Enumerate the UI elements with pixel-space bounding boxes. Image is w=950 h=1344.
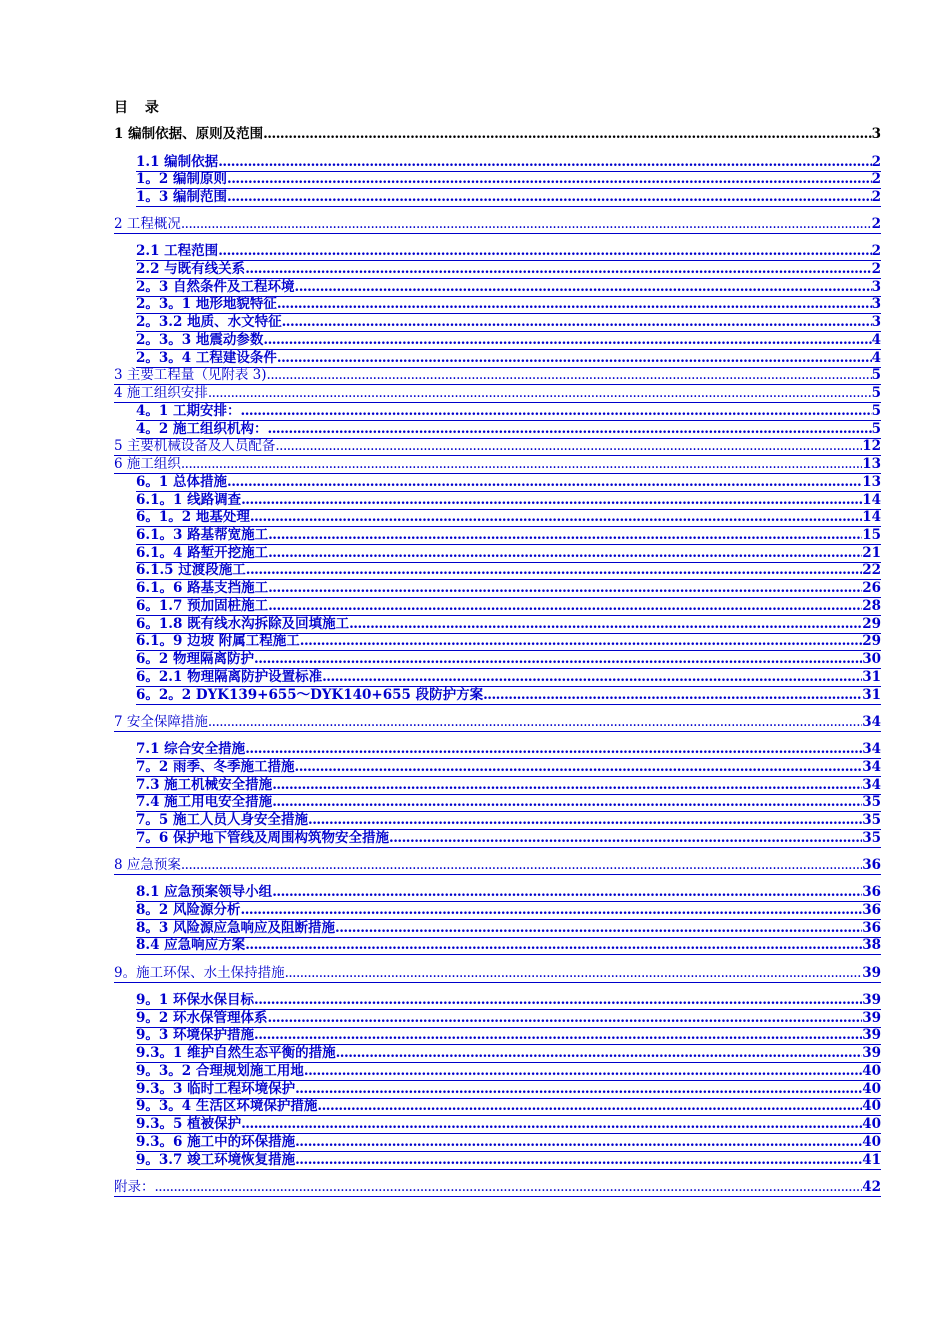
toc-page-number: 2 [871,189,881,205]
toc-entry-label: 5 主要机械设备及人员配备 [114,438,276,454]
toc-entry[interactable] [136,403,881,421]
toc-entry-label: 8.1 应急预案领导小组 [136,884,273,900]
toc-entry[interactable] [114,965,881,983]
toc-entry[interactable] [114,456,881,474]
toc-dot-leader [263,332,871,349]
toc-entry-label: 3 主要工程量（见附表 3) [114,367,267,383]
toc-page-number: 34 [862,759,881,775]
toc-entry-label: 2.1 工程范围 [136,243,219,259]
toc-entry[interactable] [136,1081,881,1099]
toc-page-number: 39 [862,992,881,1008]
toc-dot-leader [335,920,862,937]
toc-entry[interactable] [136,580,881,598]
toc-entry[interactable] [136,1027,881,1045]
toc-entry-label: 6.1.5 过渡段施工 [136,562,246,578]
toc-entry[interactable] [136,992,881,1010]
toc-entry[interactable] [136,332,881,350]
toc-entry[interactable] [136,651,881,669]
toc-dot-leader [218,243,871,260]
toc-entry-label: 9。3。4 生活区环境保护措施 [136,1098,318,1114]
toc-dot-leader [245,937,862,954]
toc-entry[interactable] [114,857,881,875]
toc-page-number: 35 [862,794,881,810]
toc-page-number: 36 [862,902,881,918]
toc-entry[interactable] [136,812,881,830]
toc-dot-leader [304,1063,862,1080]
toc-entry[interactable] [136,545,881,563]
toc-page-number: 13 [862,474,881,490]
toc-entry[interactable] [136,314,881,332]
toc-entry[interactable] [136,350,881,368]
toc-page-number: 28 [862,598,881,614]
toc-page-number: 22 [862,562,881,578]
toc-page-number: 36 [862,920,881,936]
toc-page-number: 35 [862,830,881,846]
toc-entry[interactable] [136,1045,881,1063]
toc-page-number: 2 [871,171,881,187]
toc-dot-leader [389,830,862,847]
toc-dot-leader [250,509,862,526]
toc-page-number: 2 [871,243,881,259]
toc-entry[interactable] [136,902,881,920]
toc-dot-leader [268,580,862,597]
toc-dot-leader [208,385,872,402]
toc-entry-label: 附录： [114,1179,155,1195]
toc-entry-label: 9。3 环境保护措施 [136,1027,254,1043]
toc-dot-leader [181,456,862,473]
toc-entry[interactable] [136,1152,881,1170]
toc-entry-label: 6。1 总体措施 [136,474,227,490]
toc-entry[interactable] [136,616,881,634]
toc-dot-leader [218,154,871,171]
toc-entry[interactable] [114,1179,881,1197]
toc-dot-leader [268,421,872,438]
toc-dot-leader [227,474,862,491]
toc-entry[interactable] [136,421,881,439]
toc-dot-leader [268,598,862,615]
toc-dot-leader [267,367,872,384]
toc-dot-leader [275,438,862,455]
toc-entry-label: 9。3.7 竣工环境恢复措施 [136,1152,296,1168]
toc-entry[interactable] [136,1010,881,1028]
toc-dot-leader [241,403,872,420]
toc-entry-label: 2。3。3 地震动参数 [136,332,264,348]
toc-entry[interactable] [114,126,881,143]
toc-page-number: 15 [862,527,881,543]
toc-page-number: 3 [871,296,881,312]
toc-entry-label: 7.4 施工用电安全措施 [136,794,273,810]
toc-dot-leader [227,189,872,206]
toc-entry-label: 4。1 工期安排： [136,403,241,419]
toc-entry-label: 9.3。1 维护自然生态平衡的措施 [136,1045,336,1061]
toc-entry-label: 6。2.1 物理隔离防护设置标准 [136,669,323,685]
toc-entry[interactable] [136,598,881,616]
toc-dot-leader [181,857,862,874]
toc-page-number: 39 [862,965,881,981]
toc-entry-label: 7 安全保障措施 [114,714,208,730]
toc-dot-leader [254,651,862,668]
toc-entry-label: 6。2 物理隔离防护 [136,651,254,667]
toc-page-number: 2 [871,154,881,170]
toc-entry[interactable] [136,509,881,527]
toc-entry[interactable] [136,794,881,812]
toc-dot-leader [295,759,863,776]
toc-page-number: 5 [871,421,881,437]
toc-entry[interactable] [136,261,881,279]
toc-entry-label: 8。3 风险源应急响应及阻断措施 [136,920,335,936]
toc-dot-leader [246,562,862,579]
toc-dot-leader [277,296,872,313]
toc-page-number: 40 [862,1134,881,1150]
toc-page-number: 39 [862,1027,881,1043]
toc-dot-leader [295,1081,862,1098]
toc-entry[interactable] [136,527,881,545]
toc-page-number: 40 [862,1081,881,1097]
toc-dot-leader [317,1098,862,1115]
toc-entry[interactable] [136,920,881,938]
toc-page-number: 39 [862,1010,881,1026]
toc-page-number: 4 [871,332,881,348]
toc-entry-label: 4。2 施工组织机构： [136,421,268,437]
toc-page-number: 40 [862,1063,881,1079]
toc-entry-label: 1。3 编制范围 [136,189,227,205]
toc-entry-label: 6.1。9 边坡 附属工程施工 [136,633,300,649]
toc-entry-label: 9.3。3 临时工程环境保护 [136,1081,296,1097]
toc-entry-label: 2。3。4 工程建设条件 [136,350,277,366]
toc-page-number: 31 [862,669,881,685]
toc-page-number: 3 [871,314,881,330]
toc-entry-label: 7。2 雨季、冬季施工措施 [136,759,295,775]
toc-entry-label: 7。5 施工人员人身安全措施 [136,812,308,828]
toc-page-number: 36 [862,857,881,873]
toc-entry-label: 6。2。2 DYK139+655～DYK140+655 段防护方案 [136,687,484,703]
toc-page-number: 2 [871,216,881,232]
toc-entry-label: 2.2 与既有线关系 [136,261,246,277]
toc-dot-leader [268,527,862,544]
toc-entry-label: 6。1。2 地基处理 [136,509,250,525]
toc-entry-label: 7.3 施工机械安全措施 [136,777,273,793]
toc-entry-label: 7。6 保护地下管线及周围构筑物安全措施 [136,830,389,846]
toc-page-number: 14 [862,492,881,508]
toc-page-number: 12 [862,438,881,454]
toc-entry-label: 2。3。1 地形地貌特征 [136,296,277,312]
toc-dot-leader [308,812,862,829]
toc-page-number: 34 [862,741,881,757]
toc-dot-leader [483,687,862,704]
toc-dot-leader [277,350,872,367]
toc-entry[interactable] [136,687,881,705]
toc-page-number: 29 [862,616,881,632]
toc-page-number: 3 [871,279,881,295]
toc-entry-label: 6.1。4 路堑开挖施工 [136,545,269,561]
toc-page-number: 36 [862,884,881,900]
toc-entry[interactable] [114,385,881,403]
toc-dot-leader [241,1116,862,1133]
toc-entry[interactable] [136,296,881,314]
toc-entry-label: 8。2 风险源分析 [136,902,241,918]
toc-dot-leader [254,1027,862,1044]
toc-entry[interactable] [136,830,881,848]
toc-entry-label: 9。施工环保、水土保持措施 [114,965,285,981]
toc-page-number: 38 [862,937,881,953]
toc-entry-label: 1.1 编制依据 [136,154,219,170]
toc-page-number: 26 [862,580,881,596]
toc-entry[interactable] [136,777,881,795]
toc-page-number: 4 [871,350,881,366]
toc-entry[interactable] [114,438,881,456]
toc-entry[interactable] [136,1116,881,1134]
toc-entry[interactable] [136,669,881,687]
toc-entry-label: 6。1.7 预加固桩施工 [136,598,269,614]
toc-entry[interactable] [136,633,881,651]
toc-entry-label: 4 施工组织安排 [114,385,208,401]
toc-page-number: 5 [871,403,881,419]
toc-dot-leader [272,794,862,811]
toc-dot-leader [268,1010,863,1027]
toc-entry-label: 6 施工组织 [114,456,181,472]
toc-dot-leader [254,992,862,1009]
toc-dot-leader [322,669,862,686]
toc-page-number: 29 [862,633,881,649]
toc-page-number: 13 [862,456,881,472]
toc-page-number: 30 [862,651,881,667]
toc-page-number: 34 [862,777,881,793]
toc-entry-label: 8 应急预案 [114,857,181,873]
toc-entry[interactable] [136,189,881,207]
toc-entry[interactable] [136,1063,881,1081]
toc-page-number: 21 [862,545,881,561]
toc-entry-label: 7.1 综合安全措施 [136,741,246,757]
toc-dot-leader [336,1045,863,1062]
toc-entry-label: 9。3。2 合理规划施工用地 [136,1063,304,1079]
toc-page-number: 42 [862,1179,881,1195]
toc-entry-label: 2。3.2 地质、水文特征 [136,314,282,330]
toc-entry[interactable] [136,171,881,189]
toc-dot-leader [300,633,862,650]
toc-entry-label: 8.4 应急响应方案 [136,937,246,953]
toc-entry[interactable] [136,1098,881,1116]
toc-entry-label: 1 编制依据、原则及范围 [114,126,264,142]
toc-entry-label: 9.3。6 施工中的环保措施 [136,1134,296,1150]
toc-entry[interactable] [136,279,881,297]
toc-dot-leader [295,279,872,296]
toc-page-number: 3 [871,126,881,142]
toc-entry[interactable] [136,492,881,510]
toc-page-number: 35 [862,812,881,828]
toc-dot-leader [285,965,863,982]
toc-dot-leader [181,216,872,233]
toc-dot-leader [245,261,871,278]
toc-dot-leader [272,777,862,794]
toc-entry[interactable] [114,216,881,234]
toc-page-number: 34 [862,714,881,730]
toc-page-number: 2 [871,261,881,277]
toc-dot-leader [268,545,862,562]
toc-entry-label: 6.1。6 路基支挡施工 [136,580,269,596]
toc-dot-leader [227,171,872,188]
toc-entry[interactable] [136,562,881,580]
toc-dot-leader [282,314,872,331]
toc-entry[interactable] [114,714,881,732]
toc-entry-label: 6。1.8 既有线水沟拆除及回填施工 [136,616,350,632]
toc-entry[interactable] [136,1134,881,1152]
toc-entry[interactable] [136,154,881,172]
toc-dot-leader [295,1152,862,1169]
toc-page-number: 14 [862,509,881,525]
toc-page-number: 31 [862,687,881,703]
toc-page-number: 40 [862,1098,881,1114]
toc-entry-label: 1。2 编制原则 [136,171,227,187]
toc-page-number: 41 [862,1152,881,1168]
toc-entry[interactable] [114,367,881,385]
toc-entry-label: 6.1。3 路基帮宽施工 [136,527,269,543]
toc-dot-leader [208,714,862,731]
toc-entry-label: 6.1。1 线路调查 [136,492,242,508]
toc-page-number: 5 [871,385,881,401]
toc-entry[interactable] [136,884,881,902]
toc-heading: 目 录 [114,100,165,116]
toc-entry[interactable] [136,741,881,759]
toc-entry-label: 2。3 自然条件及工程环境 [136,279,295,295]
toc-entry[interactable] [136,474,881,492]
toc-page-number: 40 [862,1116,881,1132]
toc-entry-label: 9。2 环水保管理体系 [136,1010,268,1026]
toc-dot-leader [263,126,872,143]
toc-dot-leader [349,616,862,633]
toc-dot-leader [241,492,862,509]
toc-entry-label: 9.3。5 植被保护 [136,1116,242,1132]
toc-entry[interactable] [136,937,881,955]
toc-entry-label: 9。1 环保水保目标 [136,992,254,1008]
toc-entry[interactable] [136,243,881,261]
toc-page-number: 5 [871,367,881,383]
toc-page-number: 39 [862,1045,881,1061]
toc-entry[interactable] [136,759,881,777]
toc-dot-leader [272,884,862,901]
toc-dot-leader [241,902,863,919]
toc-dot-leader [245,741,862,758]
toc-dot-leader [295,1134,862,1151]
toc-entry-label: 2 工程概况 [114,216,181,232]
toc-dot-leader [155,1179,863,1196]
